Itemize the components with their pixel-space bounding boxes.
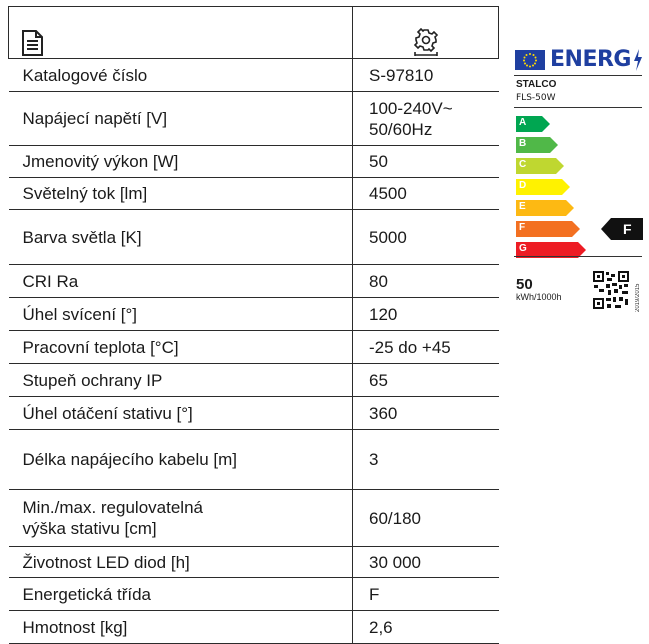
- spec-label: CRI Ra: [9, 265, 353, 298]
- table-row: [9, 298, 499, 331]
- energy-class-letter: E: [519, 201, 526, 212]
- table-row: [9, 611, 499, 644]
- energy-class-indicator: [601, 218, 643, 240]
- spec-value: 3: [353, 430, 499, 490]
- spec-value: F: [353, 578, 499, 611]
- energy-class-a: [516, 116, 550, 132]
- divider: [514, 256, 642, 257]
- spec-value: 50: [353, 146, 499, 178]
- table-row: [9, 92, 499, 146]
- energy-label-model: FLS-50W: [516, 93, 556, 103]
- energy-label-regulation: 2019/2015: [635, 283, 641, 312]
- spec-value: 80: [353, 265, 499, 298]
- energy-label-manufacturer: STALCO: [516, 79, 557, 90]
- table-row: [9, 146, 499, 178]
- energy-class-letter: G: [519, 243, 527, 254]
- spec-label: Energetická třída: [9, 578, 353, 611]
- spec-value: 120: [353, 298, 499, 331]
- table-row: [9, 265, 499, 298]
- table-row: [9, 490, 499, 547]
- energy-class-letter: B: [519, 138, 527, 149]
- energy-label: [514, 44, 642, 316]
- spec-label: Stupeň ochrany IP: [9, 364, 353, 397]
- spec-label: Min./max. regulovatelná výška stativu [cm]: [9, 490, 353, 547]
- eu-flag-icon: [515, 50, 545, 70]
- spec-label: Barva světla [K]: [9, 210, 353, 265]
- energy-consumption-unit: kWh/1000h: [516, 292, 562, 302]
- divider: [514, 75, 642, 76]
- energy-class-letter: A: [519, 117, 527, 128]
- energy-class-f: [516, 221, 580, 237]
- spec-label: Světelný tok [lm]: [9, 178, 353, 210]
- spec-value: 100-240V~ 50/60Hz: [353, 92, 499, 146]
- energy-class-letter: D: [519, 180, 527, 191]
- spec-label: Jmenovitý výkon [W]: [9, 146, 353, 178]
- spec-label: Úhel otáčení stativu [°]: [9, 397, 353, 430]
- spec-value: 4500: [353, 178, 499, 210]
- spec-table: [8, 6, 499, 644]
- spec-label: Pracovní teplota [°C]: [9, 331, 353, 364]
- spec-value: -25 do +45: [353, 331, 499, 364]
- divider: [514, 107, 642, 108]
- table-header-row: [9, 7, 499, 59]
- energy-class-rating: F: [623, 221, 632, 237]
- table-row: [9, 178, 499, 210]
- spec-value: 30 000: [353, 547, 499, 578]
- energy-class-letter: F: [519, 222, 526, 233]
- qr-code-icon: [592, 270, 630, 310]
- spec-label: Hmotnost [kg]: [9, 611, 353, 644]
- table-row: [9, 210, 499, 265]
- table-row: [9, 547, 499, 578]
- lightning-icon: [633, 49, 642, 71]
- table-row: [9, 59, 499, 92]
- header-cell-label: [9, 7, 353, 59]
- spec-label: Katalogové číslo: [9, 59, 353, 92]
- document-icon: [21, 29, 45, 57]
- spec-value: 5000: [353, 210, 499, 265]
- spec-value: S-97810: [353, 59, 499, 92]
- header-cell-value: [353, 7, 499, 59]
- spec-label: Napájecí napětí [V]: [9, 92, 353, 146]
- spec-value: 60/180: [353, 490, 499, 547]
- energy-class-d: [516, 179, 570, 195]
- table-row: [9, 430, 499, 490]
- gear-icon: [412, 28, 440, 58]
- energy-label-header: [514, 44, 642, 74]
- spec-label: Délka napájecího kabelu [m]: [9, 430, 353, 490]
- energy-class-e: [516, 200, 574, 216]
- energy-consumption-value: 50: [516, 276, 533, 293]
- table-row: [9, 578, 499, 611]
- spec-value: 360: [353, 397, 499, 430]
- spec-value: 65: [353, 364, 499, 397]
- energy-class-b: [516, 137, 558, 153]
- spec-value: 2,6: [353, 611, 499, 644]
- energy-class-letter: C: [519, 159, 527, 170]
- table-row: [9, 397, 499, 430]
- energy-class-c: [516, 158, 564, 174]
- spec-label: Životnost LED diod [h]: [9, 547, 353, 578]
- energy-label-title: ENERG: [550, 47, 631, 72]
- table-row: [9, 364, 499, 397]
- table-row: [9, 331, 499, 364]
- spec-label: Úhel svícení [°]: [9, 298, 353, 331]
